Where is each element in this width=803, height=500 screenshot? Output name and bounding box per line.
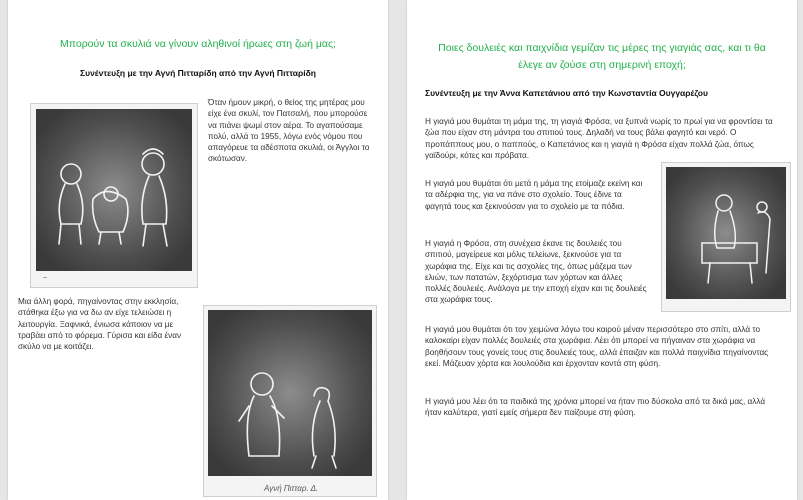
right-page-title: Ποιες δουλειές και παιχνίδια γεμίζαν τις μέρες της γιαγιάς σας, και τι θα έλεγε αν ζούσε στη σημερινή εποχή; — [438, 42, 766, 71]
left-page-subtitle: Συνέντευξη με την Αγνή Πιτταρίδη από την Αγνή Πιτταρίδη — [80, 68, 316, 78]
print-signature: Αγνή Πιτταρ. Δ. — [264, 484, 319, 493]
left-page — [8, 0, 388, 500]
linocut-print-children-and-dog — [30, 103, 198, 288]
right-paragraph-2: Η γιαγιά μου θυμάται ότι μετά η μάμα της ετοίμαζε εκείνη και τα αδέρφια της, για να πάνε στο σχολείο. Τους έδινε τα φαγητά τους και ξεκινούσαν για το σχολείο με τα πόδια. — [425, 179, 643, 211]
linocut-print-grandmother-with-animal — [661, 162, 791, 312]
right-paragraph-3: Η γιαγιά η Φρόσα, στη συνέχεια έκανε τις δουλειές του σπιτιού, μαγείρευε και μόλις τελείωνε, ξεκινούσε για τα χωράφια της. Είχε και τις ασχολίες της, όπως μάζεμα των ελιών, των πατατών, ξεχόρτισμα των χόρτων και άλλες πολλές δουλειές. Ανάλογα με την εποχή είχαν και τις δουλειές στα χωράφια τους. — [425, 239, 647, 305]
right-paragraph-5: Η γιαγιά μου λέει ότι τα παιδικά της χρόνια μπορεί να ήταν πιο δύσκολα από τα δικά μας, αλλά ήταν καλύτερα, γιατί εμείς σήμερα δεν παίζουμε στη φύση. — [425, 397, 766, 418]
right-paragraph-1: Η γιαγιά μου θυμάται τη μάμα της, τη γιαγιά Φρόσα, να ξυπνά νωρίς το πρωί για να φροντίσει τα ζώα που είχαν στη μάντρα του σπιτιού τους. Δηλαδή να τους βάλει φαγητό και νερό. Ο προπάππους μου, ο παππούς, ο Καπετάνιος και η γιαγιά η Φρόσα είχαν πολλά ζώα, όπως γαϊδούρι, κότες και πρόβατα. — [425, 117, 773, 160]
right-page — [407, 0, 797, 500]
left-paragraph-2: Μια άλλη φορά, πηγαίνοντας στην εκκλησία, στάθηκα έξω για να δω αν είχε τελειώσει η λειτουργία. Ξαφνικά, ένιωσα κάποιον να με τραβάει από το φόρεμα. Γύρισα και είδα έναν σκύλο να με κοιτάζει. — [18, 297, 182, 352]
svg-text:~: ~ — [43, 275, 48, 282]
right-paragraph-4: Η γιαγιά μου θυμάται ότι τον χειμώνα λόγω του καιρού μέναν περισσότερο στο σπίτι, αλλά το καλοκαίρι είχαν πολλές δουλειές στα χωράφια. Λέει ότι μπορεί να πήγαιναν στα χωράφια να βοηθήσουν τους γονείς τους στις δουλειές τους, αλλά έπαιζαν και πολλά παιχνίδια πηγαίνοντας εκεί. Μάζευαν χόρτα και λουλούδια και έρχονταν κοντά στη φύση. — [425, 325, 769, 368]
right-page-subtitle: Συνέντευξη με την Άννα Καπετάνιου από την Κωνσταντία Ουγγαρέζου — [425, 88, 708, 98]
linocut-print-girl-and-dog — [203, 305, 377, 497]
left-page-title: Μπορούν τα σκυλιά να γίνουν αληθινοί ήρωες στη ζωή μας; — [60, 38, 336, 50]
left-paragraph-1: Όταν ήμουν μικρή, ο θείος της μητέρας μου είχε ένα σκυλί, τον Πατσαλή, που μπορούσε να πιάνει ψωμί στον αέρα. Το αγαπούσαμε πολύ, αλλά το 1955, λόγω ενός νόμου που απαγόρευε τα αδέσποτα σκυλιά, οι Άγγλοι το σκότωσαν. — [208, 98, 370, 164]
